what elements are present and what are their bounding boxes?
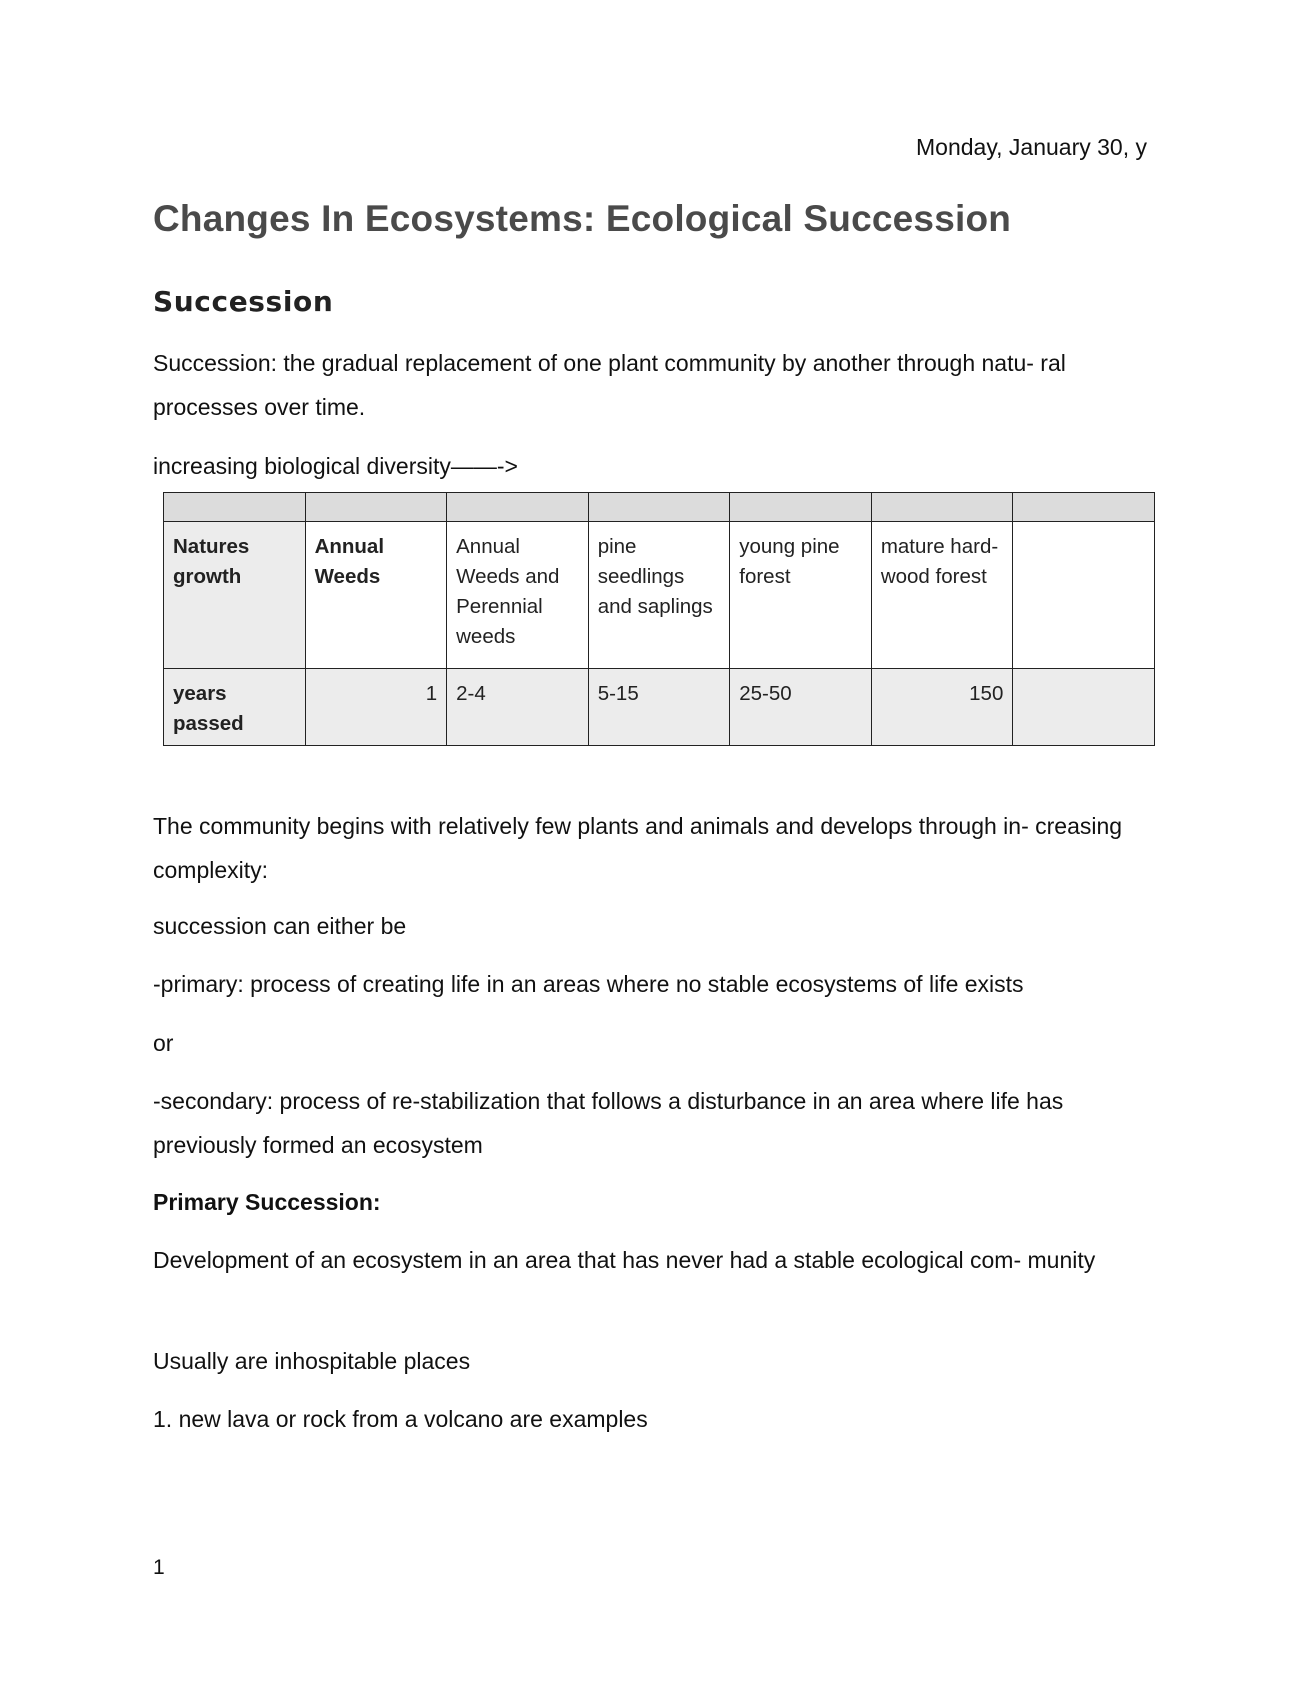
page-number: 1 — [153, 1556, 165, 1579]
table-header-cell — [164, 493, 306, 522]
community-paragraph: The community begins with relatively few plants and animals and develops through in- creasing complexity: — [153, 813, 1123, 883]
example-paragraph: 1. new lava or rock from a volcano are examples — [153, 1406, 648, 1432]
or-paragraph: or — [153, 1030, 174, 1056]
either-paragraph: succession can either be — [153, 913, 407, 939]
document-title: Changes In Ecosystems: Ecological Succession — [153, 198, 1012, 239]
primary-definition: -primary: process of creating life in an areas where no stable ecosystems of life exists — [153, 971, 1024, 997]
table-cell: Annual Weeds — [305, 522, 447, 669]
section-heading: Succession — [153, 285, 334, 318]
succession-table — [163, 492, 1155, 746]
usually-paragraph: Usually are inhospitable places — [153, 1348, 471, 1374]
diversity-arrow-label: increasing biological diversity——-> — [153, 453, 518, 479]
table-cell: pine seedlings and saplings — [588, 522, 730, 669]
document-date: Monday, January 30, y — [916, 134, 1147, 160]
table-row — [164, 522, 1155, 669]
succession-definition: Succession: the gradual replacement of one plant community by another through natu- ral processes over time. — [153, 350, 1066, 420]
table-header-cell — [871, 493, 1013, 522]
table-cell: Annual Weeds and Perennial weeds — [447, 522, 589, 669]
table-header-cell — [588, 493, 730, 522]
table-cell: mature hard- wood forest — [871, 522, 1013, 669]
table-header-cell — [730, 493, 872, 522]
table-cell — [1013, 669, 1155, 746]
table-cell: 25-50 — [730, 669, 872, 746]
primary-succession-heading: Primary Succession: — [153, 1189, 381, 1215]
row-header-years-passed: years passed — [164, 669, 306, 746]
table-header-cell — [1013, 493, 1155, 522]
secondary-definition: -secondary: process of re-stabilization that follows a disturbance in an area where life has previously formed an ecosystem — [153, 1088, 1064, 1158]
table-cell: 150 — [871, 669, 1013, 746]
development-paragraph: Development of an ecosystem in an area that has never had a stable ecological com- munity — [153, 1247, 1096, 1273]
row-header-natures-growth: Natures growth — [164, 522, 306, 669]
table-header-cell — [447, 493, 589, 522]
table-cell: young pine forest — [730, 522, 872, 669]
table-header-row — [164, 493, 1155, 522]
table-cell: 1 — [305, 669, 447, 746]
table-row — [164, 669, 1155, 746]
table-header-cell — [305, 493, 447, 522]
table-cell — [1013, 522, 1155, 669]
table-cell: 5-15 — [588, 669, 730, 746]
table-cell: 2-4 — [447, 669, 589, 746]
